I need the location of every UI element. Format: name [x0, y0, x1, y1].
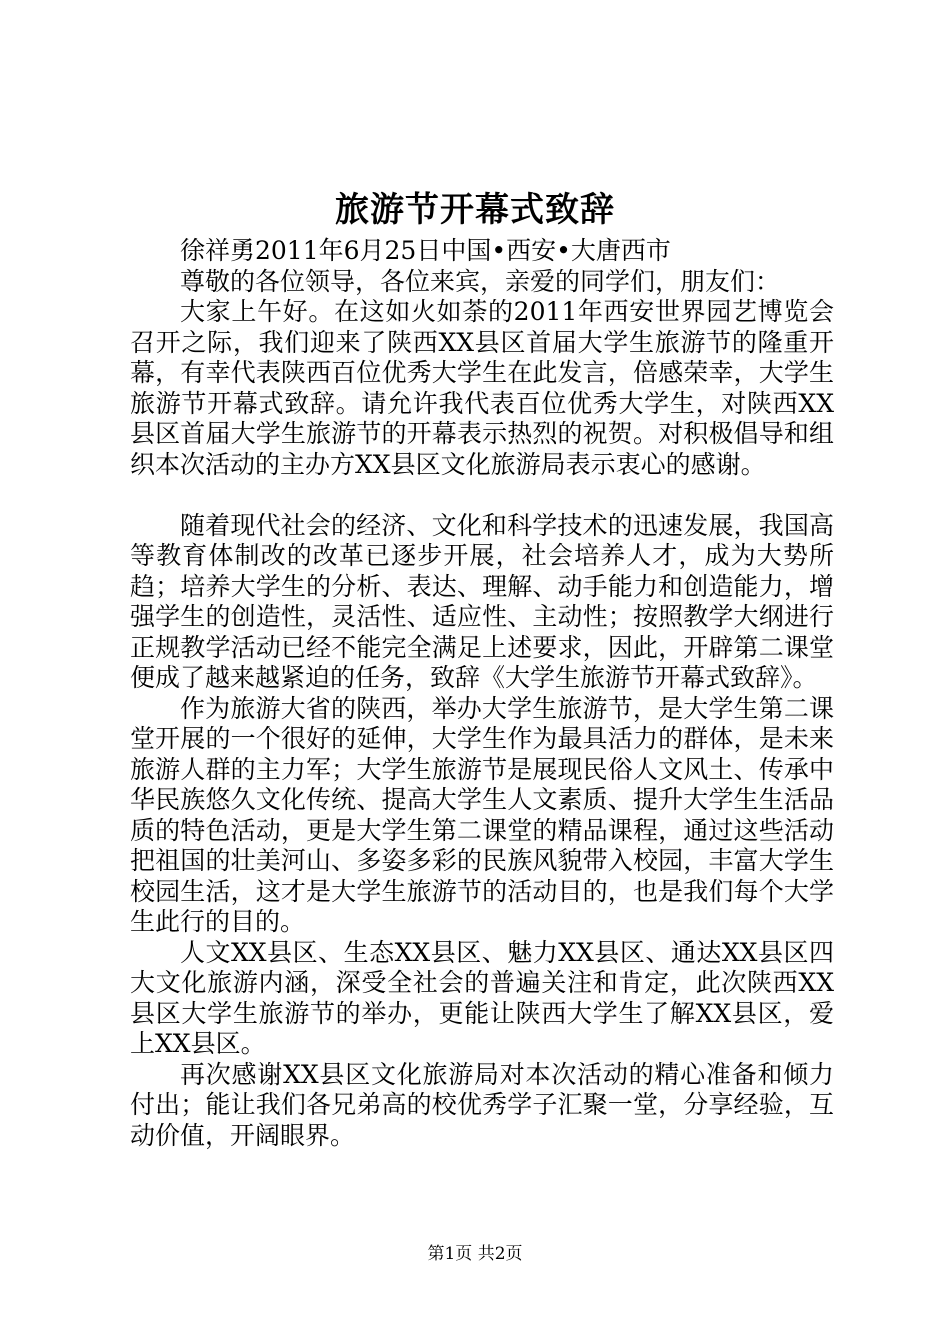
- document-title: 旅游节开幕式致辞: [335, 190, 615, 230]
- paragraph-3: 作为旅游大省的陕西，举办大学生旅游节，是大学生第二课堂开展的一个很好的延伸，大学生作为最具活力的群体，是未来旅游人群的主力军；大学生旅游节是展现民俗人文风土、传承中华民族悠久文化传统、提高大学生人文素质、提升大学生生活品质的特色活动，更是大学生第二课堂的精品课程，通过这些活动把祖国的壮美河山、多姿多彩的民族风貌带入校园，丰富大学生校园生活，这才是大学生旅游节的活动目的，也是我们每个大学生此行的目的。: [130, 693, 834, 936]
- paragraph-2: 随着现代社会的经济、文化和科学技术的迅速发展，我国高等教育体制改的改革已逐步开展，社会培养人才，成为大势所趋；培养大学生的分析、表达、理解、动手能力和创造能力，增强学生的创造性，灵活性、适应性、主动性；按照教学大纲进行正规教学活动已经不能完全满足上述要求，因此，开辟第二课堂便成了越来越紧迫的任务，致辞《大学生旅游节开幕式致辞》。: [130, 510, 834, 692]
- salutation: 尊敬的各位领导，各位来宾，亲爱的同学们，朋友们：: [180, 266, 781, 296]
- paragraph-5: 再次感谢XX县区文化旅游局对本次活动的精心准备和倾力付出；能让我们各兄弟高的校优秀学子汇聚一堂，分享经验，互动价值，开阔眼界。: [130, 1059, 834, 1150]
- paragraph-4: 人文XX县区、生态XX县区、魅力XX县区、通达XX县区四大文化旅游内涵，深受全社会的普遍关注和肯定，此次陕西XX县区大学生旅游节的举办，更能让陕西大学生了解XX县区，爱上XX县区。: [130, 937, 834, 1058]
- page-footer: 第1页 共2页: [427, 1244, 523, 1264]
- paragraph-1: 大家上午好。在这如火如荼的2011年西安世界园艺博览会召开之际，我们迎来了陕西XX县区首届大学生旅游节的隆重开幕，有幸代表陕西百位优秀大学生在此发言，倍感荣幸，大学生旅游节开幕式致辞。请允许我代表百位优秀大学生，对陕西XX县区首届大学生旅游节的开幕表示热烈的祝贺。对积极倡导和组织本次活动的主办方XX县区文化旅游局表示衷心的感谢。: [130, 297, 834, 479]
- byline: 徐祥勇2011年6月25日中国•西安•大唐西市: [180, 236, 671, 265]
- document-body: [130, 236, 834, 1151]
